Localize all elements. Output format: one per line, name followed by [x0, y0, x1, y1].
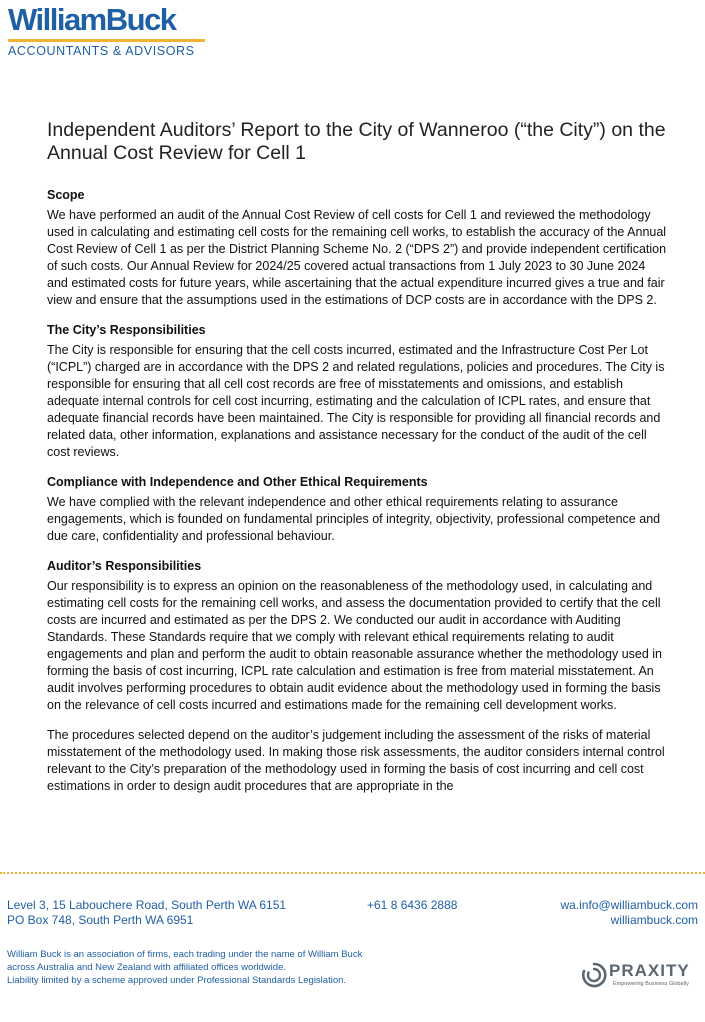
company-logo: [8, 4, 208, 59]
section-compliance: [47, 474, 667, 545]
section-heading: Scope: [47, 188, 85, 202]
praxity-wordmark: PRAXITY: [609, 961, 690, 980]
praxity-swirl-icon: [581, 962, 607, 988]
section-auditor-responsibilities: [47, 558, 667, 795]
note-line: Liability limited by a scheme approved under Professional Standards Legislation.: [7, 975, 347, 986]
footer-website: williambuck.com: [610, 913, 698, 927]
report-body: [47, 187, 667, 808]
page-footer: [0, 898, 705, 1022]
logo-tagline: ACCOUNTANTS & ADVISORS: [8, 44, 195, 58]
note-line: William Buck is an association of firms, each trading under the name of William Buck: [7, 949, 363, 960]
section-heading: Compliance with Independence and Other Ethical Requirements: [47, 475, 428, 489]
address-line: PO Box 748, South Perth WA 6951: [7, 913, 194, 927]
note-line: across Australia and New Zealand with affiliated offices worldwide.: [7, 962, 286, 973]
section-city-responsibilities: [47, 322, 667, 461]
section-paragraph: The City is responsible for ensuring that the cell costs incurred, estimated and the Infrastructure Cost Per Lot (“ICPL”) charged are in accordance with the DPS 2 and related regulations, policies and procedures. The City is responsible for ensuring that all cell cost records are free of misstatements and omissions, and establish adequate internal controls for cell cost incurring, estimating and the calculation of ICPL rates, and ensure that adequate financial records have been maintained. The City is responsible for providing all financial records and related data, other information, explanations and assistance necessary for the conduct of the audit of the cell cost reviews.: [47, 343, 665, 459]
footer-legal-note: [7, 948, 362, 987]
section-paragraph: We have complied with the relevant independence and other ethical requirements relating to assurance engagements, which is founded on fundamental principles of integrity, objectivity, professional competence and due care, confidentiality and professional behaviour.: [47, 495, 661, 543]
logo-wordmark: WilliamBuck: [8, 2, 176, 37]
praxity-tagline: Empowering Business Globally: [613, 981, 689, 987]
report-title: Independent Auditors’ Report to the City of Wanneroo (“the City”) on the Annual Cost Review for Cell 1: [47, 119, 666, 164]
section-paragraph: Our responsibility is to express an opinion on the reasonableness of the methodology used, in calculating and estimating cell costs for the remaining cell works, and assess the documentation provided to certify that the cell costs are incurred and estimated as per the DPS 2. We conducted our audit in accordance with Auditing Standards. These Standards require that we comply with relevant ethical requirements relating to audit engagements and plan and perform the audit to obtain reasonable assurance whether the methodology used in forming the basis of cost incurring, ICPL rate calculation and estimation is free from material misstatement. An audit involves performing procedures to obtain audit evidence about the methodology used in forming the basis on the relevance of cell costs incurred and estimations made for the remaining cell development works.: [47, 579, 663, 712]
section-heading: Auditor’s Responsibilities: [47, 559, 202, 573]
praxity-logo: [581, 960, 699, 992]
footer-divider: [0, 872, 705, 874]
section-paragraph: The procedures selected depend on the auditor’s judgement including the assessment of the risks of material misstatement of the methodology used. In making those risk assessments, the auditor considers internal control relevant to the City’s preparation of the methodology used in forming the basis of cost incurring and cell cost estimations in order to design audit procedures that are appropriate in the: [47, 728, 665, 793]
footer-address: [7, 898, 286, 928]
footer-contact: [560, 898, 698, 928]
footer-phone: +61 8 6436 2888: [367, 898, 458, 912]
section-scope: [47, 187, 667, 309]
address-line: Level 3, 15 Labouchere Road, South Perth WA 6151: [7, 898, 287, 912]
logo-underline: [8, 39, 205, 42]
section-heading: The City’s Responsibilities: [47, 323, 206, 337]
section-paragraph: We have performed an audit of the Annual Cost Review of cell costs for Cell 1 and reviewed the methodology used in calculating and estimating cell costs for the remaining cell works, to establish the accuracy of the Annual Cost Review of Cell 1 as per the District Planning Scheme No. 2 (“DPS 2”) and provide independent certification of such costs. Our Annual Review for 2024/25 covered actual transactions from 1 July 2023 to 30 June 2024 and estimated costs for future years, while ascertaining that the actual expenditure incurred gives a true and fair view and ensure that the assumptions used in the estimations of DCP costs are in accordance with the DPS 2.: [47, 208, 667, 307]
footer-email: wa.info@williambuck.com: [560, 898, 698, 912]
